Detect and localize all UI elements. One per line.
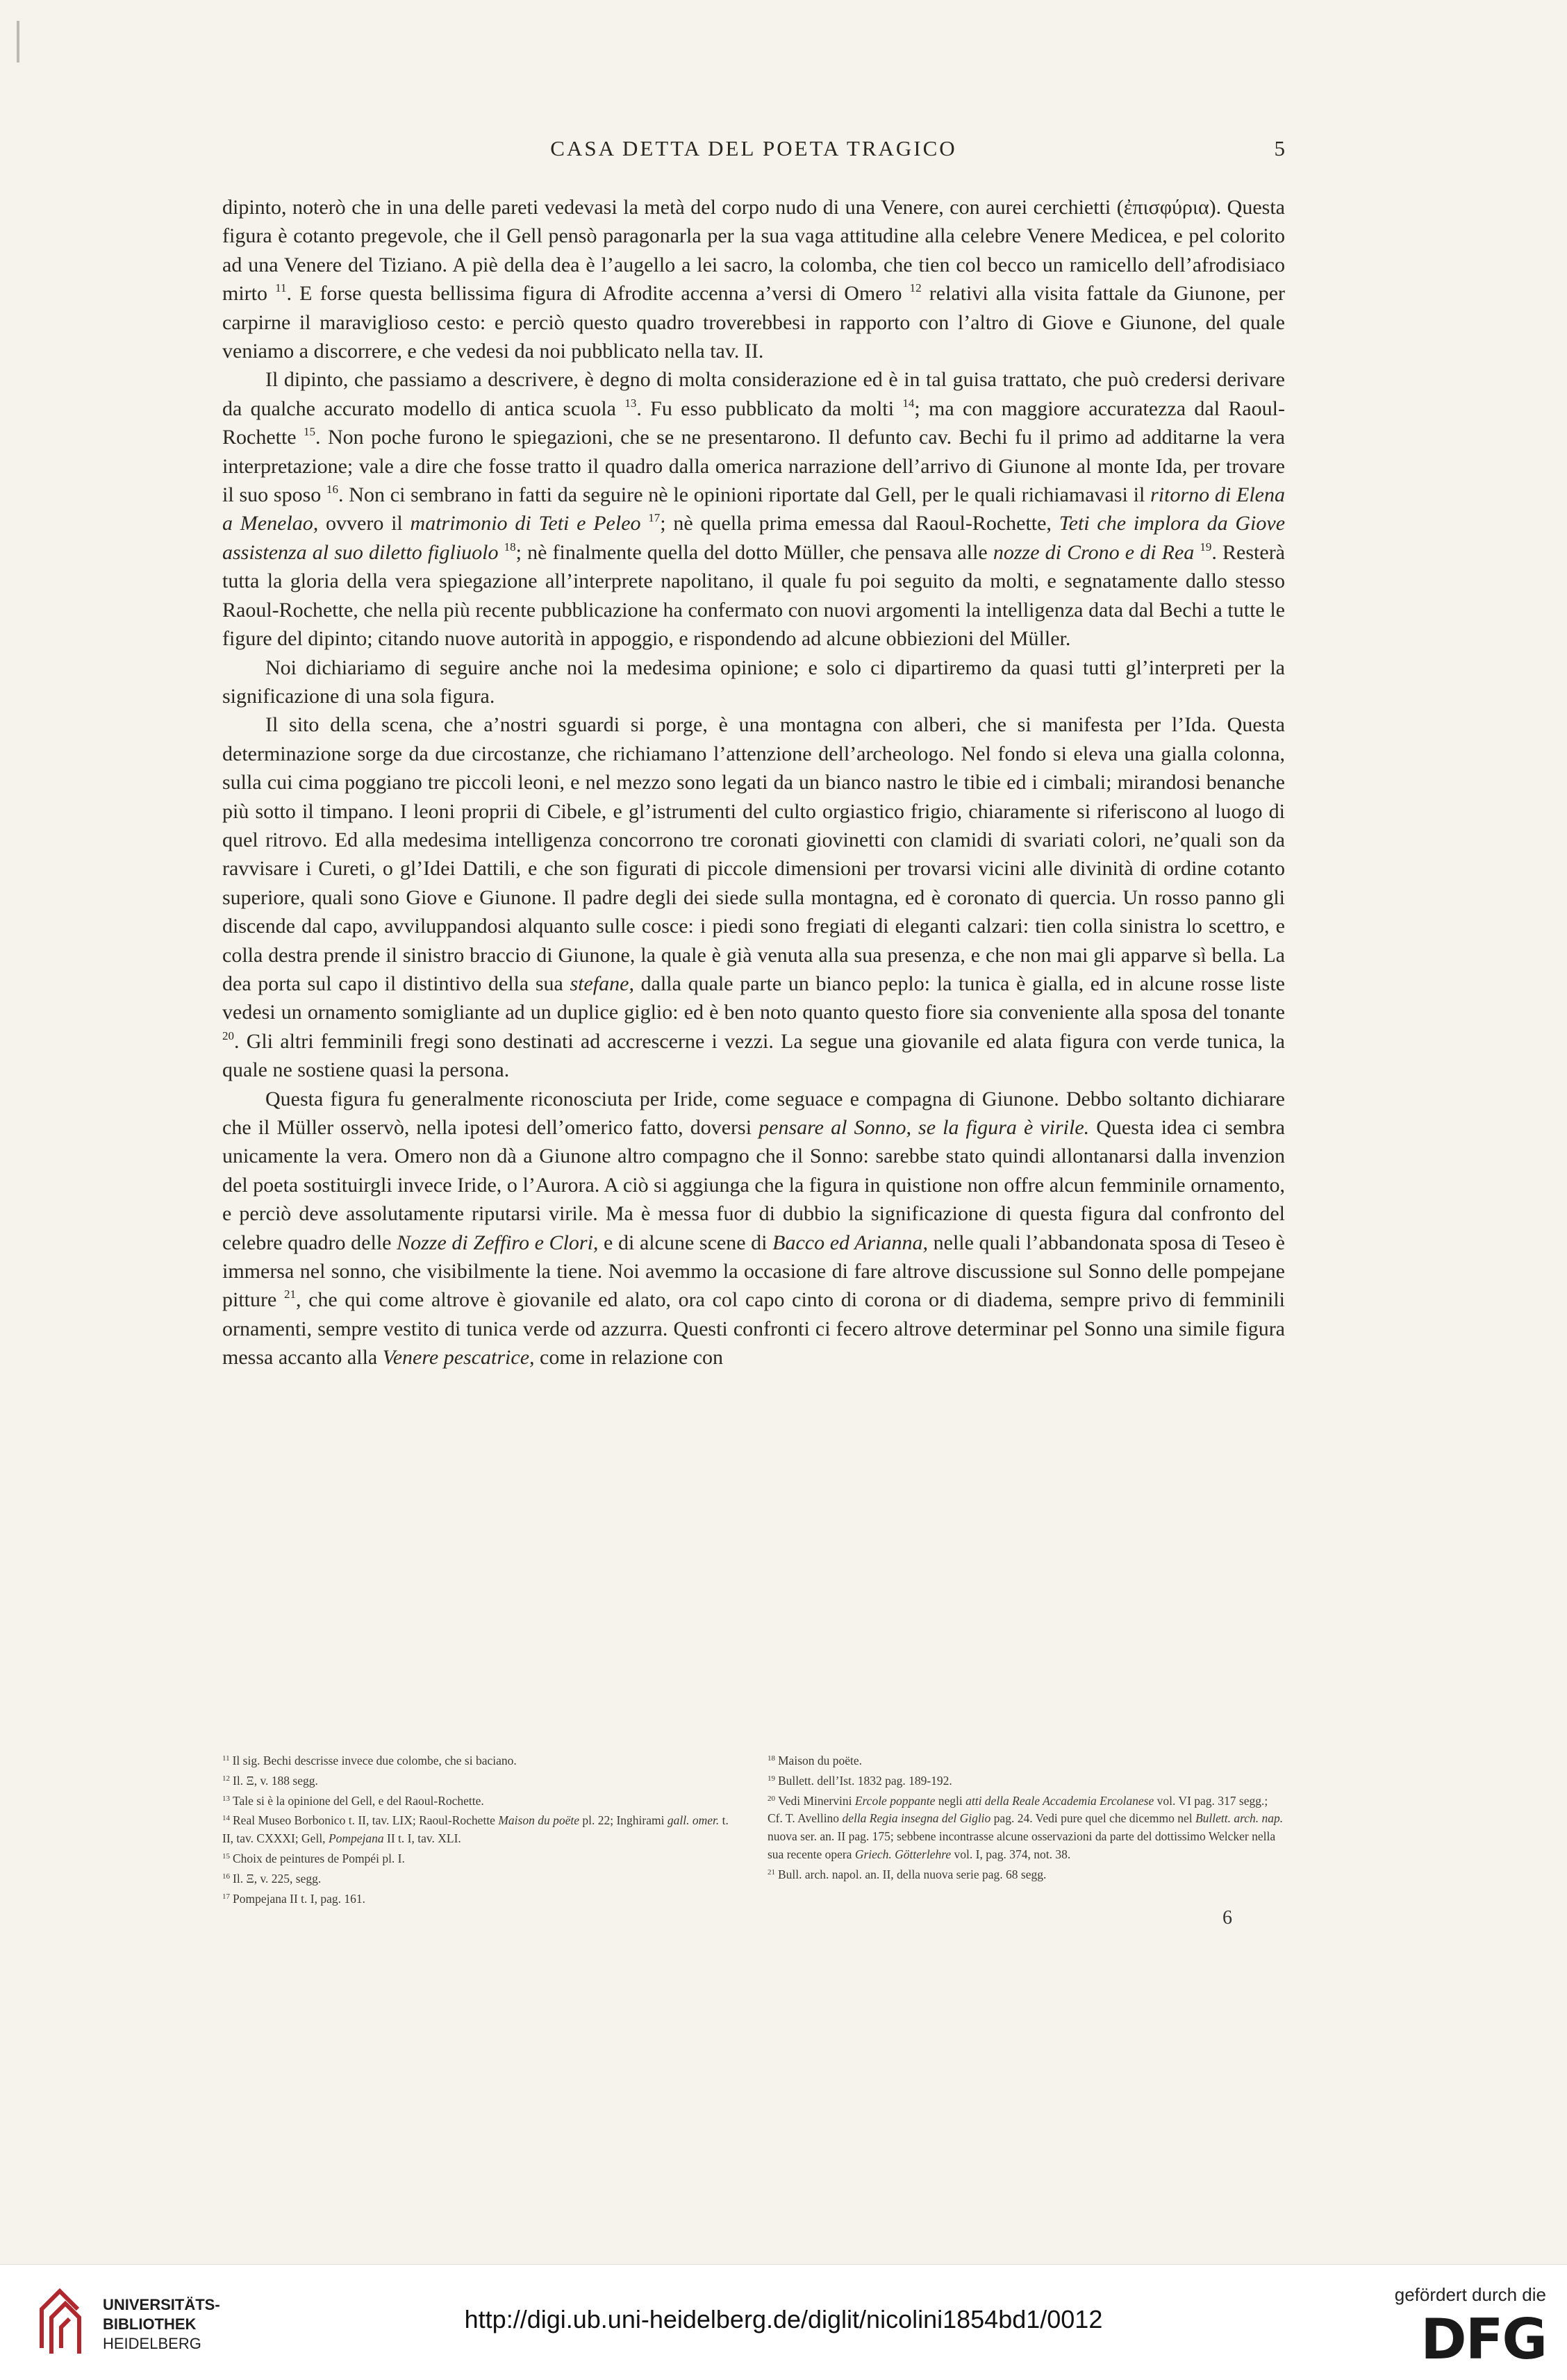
- paragraph: [222, 365, 1285, 653]
- dfg-logo: DFG: [1420, 2307, 1546, 2372]
- footnote-number: 18: [768, 1754, 775, 1763]
- footnote-ref: 11: [275, 281, 287, 295]
- dfg-sponsor[interactable]: [1379, 2284, 1546, 2372]
- page-number: 5: [1274, 136, 1285, 160]
- text-run: Il dipinto, che passiamo a descrivere, è degno di molta considerazione ed è in tal guisa trattato, che può credersi derivare da qualche accurato modello di antica scuola: [222, 368, 1285, 420]
- body-text: [222, 193, 1285, 1372]
- italic-run: della Regia insegna del Giglio: [842, 1811, 991, 1826]
- footnote-number: 15: [222, 1851, 230, 1861]
- text-run: ovvero il: [318, 512, 411, 535]
- text-run: Il. Ξ, v. 225, segg.: [233, 1871, 322, 1886]
- italic-run: ritorno di Elena a Menelao,: [222, 483, 1285, 535]
- footnote-number: 20: [768, 1794, 775, 1803]
- footnote-number: 17: [222, 1892, 230, 1901]
- footnote: [222, 1848, 740, 1868]
- footnote-ref: 15: [304, 425, 316, 439]
- permalink-url[interactable]: http://digi.ub.uni-heidelberg.de/diglit/nicolini1854bd1/0012: [464, 2305, 1103, 2333]
- footnote: [222, 1868, 740, 1888]
- footnote-ref: 19: [1200, 540, 1212, 554]
- text-run: Questa figura fu generalmente riconosciuta per Iride, come seguace e compagna di Giunone. Debbo soltanto dichiarare che il Müller osservò, nella ipotesi dell’omerico fatto, doversi: [222, 1087, 1285, 1139]
- footnote: [768, 1750, 1285, 1770]
- footnote-number: 11: [222, 1754, 230, 1763]
- paragraph: [222, 654, 1285, 711]
- text-run: pag. 24. Vedi pure quel che dicemmo nel: [990, 1811, 1195, 1826]
- footnote: [768, 1770, 1285, 1790]
- text-run: vol. I, pag. 374, not. 38.: [951, 1847, 1071, 1861]
- text-run: dalla quale parte un bianco peplo: la tunica è gialla, ed in alcune rosse liste vedesi un ornamento somigliante ad un duplice giglio: ed è ben noto quanto questo fiore sia conveniente alla sposa del tonante: [222, 972, 1285, 1024]
- text-run: t. II, tav. CXXXI; Gell,: [222, 1813, 729, 1846]
- text-run: nelle quali l’abbandonata sposa di Teseo è immersa nel sonno, che visibilmente la tiene. Noi avemmo la occasione di fare altrove discussione sul Sonno delle pompejane pitture: [222, 1231, 1285, 1312]
- text-run: Real Museo Borbonico t. II, tav. LIX; Raoul-Rochette: [233, 1813, 499, 1828]
- footnote: [768, 1864, 1285, 1884]
- logo-line-1: UNIVERSITÄTS-: [103, 2296, 220, 2313]
- italic-run: Griech. Götterlehre: [854, 1847, 952, 1861]
- paragraph: [222, 193, 1285, 365]
- italic-run: Nozze di Zeffiro e Clori,: [397, 1231, 599, 1254]
- italic-run: matrimonio di Teti e Peleo: [410, 512, 641, 535]
- text-run: vol. VI pag. 317 segg.; Cf. T. Avellino: [768, 1793, 1268, 1826]
- text-run: Il sito della scena, che a’nostri sguardi si porge, è una montagna con alberi, che si manifesta per l’Ida. Questa determinazione sorge da due circostanze, che richiamano l’attenzione dell’archeologo. Nel fondo si eleva una gialla colonna, sulla cui cima poggiano tre piccoli leoni, e nel mezzo sono legati da un bianco nastro le tibie ed i cimbali; mirandosi benanche più sotto il timpano. I leoni proprii di Cibele, e gl’istrumenti del culto orgiastico frigio, chiaramente si riferiscono al luogo di quel ritrovo. Ed alla medesima intelligenza concorrono tre coronati giovinetti con clamidi di svariati colori, ne’quali son da ravvisare i Cureti, o gl’Idei Dattili, e che son figurati di piccole dimensioni per trovarsi vicini alle divinità di ordine cotanto superiore, quali sono Giove e Giunone. Il padre degli dei siede sulla montagna, ed è coronato di quercia. Un rosso panno gli discende dal capo, avviluppandosi alquanto sulle cosce: i piedi sono fregiati di eleganti calzari: tien colla sinistra lo scettro, e colla destra prende il sinistro braccio di Giunone, la quale è già venuta alla sua presenza, e che non mai gli apparve sì bella. La dea porta sul capo il distintivo della sua: [222, 713, 1285, 995]
- running-title: CASA DETTA DEL POETA TRAGICO: [550, 136, 957, 160]
- text-run: Questa idea ci sembra unicamente la vera. Omero non dà a Giunone altro compagno che il Sonno: sarebbe stato quindi allontanarsi dalla invenzion del poeta sostituirgli invece Iride, o l’Aurora. A ciò si aggiunga che la figura in quistione non offre alcun femminile ornamento, e perciò deve assolutamente riputarsi virile. Ma è messa fuor di dubbio la significazione di questa figura dal confronto del celebre quadro delle: [222, 1116, 1285, 1254]
- scan-edge-mark: [17, 21, 19, 63]
- text-run: Il sig. Bechi descrisse invece due colombe, che si baciano.: [232, 1754, 517, 1767]
- text-run: ; nè finalmente quella del dotto Müller, che pensava alle: [515, 540, 993, 564]
- text-run: Vedi Minervini: [778, 1793, 855, 1808]
- italic-run: nozze di Crono e di Rea: [993, 540, 1195, 564]
- text-run: pl. 22; Inghirami: [579, 1813, 668, 1828]
- text-run: dipinto, noterò che in una delle pareti vedevasi la metà del corpo nudo di una Venere, con aurei cerchietti (ἐπισφύρια). Questa figura è cotanto pregevole, che il Gell pensò paragonarla per la sua vaga attitudine alla celebre Venere Medicea, e pel colorito ad una Venere del Tiziano. A piè della dea è l’augello a lei sacro, la colomba, che tien col becco un ramicello dell’afrodisiaco mirto: [222, 196, 1285, 306]
- text-run: Pompejana II t. I, pag. 161.: [233, 1891, 365, 1906]
- footnote: [768, 1790, 1285, 1864]
- text-run: Tale si è la opinione del Gell, e del Raoul-Rochette.: [233, 1793, 484, 1808]
- italic-run: gall. omer.: [667, 1813, 720, 1828]
- footnote-ref: 12: [909, 281, 922, 295]
- text-run: [499, 541, 504, 564]
- italic-run: stefane,: [570, 972, 634, 995]
- text-run: ; ma con maggiore accuratezza dal Raoul-Rochette: [222, 397, 1285, 449]
- text-run: . Fu esso pubblicato da molti: [636, 397, 903, 420]
- footnote: [222, 1888, 740, 1908]
- footnote-number: 21: [768, 1867, 775, 1876]
- footnote-number: 12: [222, 1774, 230, 1783]
- text-run: . Non ci sembrano in fatti da seguire nè le opinioni riportate dal Gell, per le quali richiamavasi il: [338, 483, 1151, 507]
- italic-run: Ercole poppante: [854, 1793, 936, 1808]
- footnote-number: 14: [222, 1814, 230, 1823]
- text-run: , che qui come altrove è giovanile ed alato, ora col capo cinto di corona or di diadema, sempre privo di femminili ornamenti, sempre vestito di tunica verde od azzurra. Questi confronti ci fecero altrove determinar pel Sonno una simile figura messa accanto alla: [222, 1288, 1285, 1370]
- italic-run: Bullett. arch. nap.: [1195, 1811, 1284, 1826]
- text-run: nuova ser. an. II pag. 175; sebbene incontrasse alcune osservazioni da parte del dottissimo Welcker nella sua recente opera: [768, 1829, 1276, 1861]
- footnote-ref: 18: [504, 540, 516, 554]
- signature-mark: 6: [1222, 1907, 1232, 1929]
- footnotes-left-column: [222, 1750, 740, 1908]
- text-run: e di alcune scene di: [598, 1231, 773, 1254]
- text-run: . Gli altri femminili fregi sono destinati ad accrescerne i vezzi. La segue una giovanile ed alata figura con verde tunica, la quale ne sostiene quasi la persona.: [222, 1029, 1285, 1082]
- text-run: Bullett. dell’Ist. 1832 pag. 189-192.: [778, 1773, 952, 1788]
- footnote: [222, 1770, 740, 1790]
- logo-line-3: HEIDELBERG: [103, 2335, 201, 2352]
- italic-run: atti della Reale Accademia Ercolanese: [965, 1793, 1154, 1808]
- footnote-ref: 16: [326, 483, 339, 497]
- text-run: ; nè quella prima emessa dal Raoul-Rochette,: [660, 512, 1059, 535]
- text-run: . Non poche furono le spiegazioni, che se ne presentarono. Il defunto cav. Bechi fu il primo ad additarne la vera interpretazione; vale a dire che fosse tratto il quadro dalla omerica narrazione dell’arrivo di Giunone al monte Ida, per trovare il suo sposo: [222, 426, 1285, 507]
- footnote-ref: 17: [648, 511, 661, 525]
- text-run: Bull. arch. napol. an. II, della nuova serie pag. 68 segg.: [778, 1867, 1047, 1881]
- footnote: [222, 1790, 740, 1811]
- footnote-ref: 13: [624, 396, 637, 410]
- text-run: [641, 512, 649, 535]
- sponsor-label: gefördert durch die: [1394, 2284, 1546, 2305]
- logo-line-2: BIBLIOTHEK: [103, 2315, 197, 2333]
- paragraph: [222, 710, 1285, 1084]
- text-run: . Resterà tutta la gloria della vera spiegazione all’interprete napolitano, il quale fu poi seguito da molti, e segnatamente dallo stesso Raoul-Rochette, che nella più recente pubblicazione ha confermato con nuovi argomenti la intelligenza data dal Bechi a tutte le figure del dipinto; citando nuove autorità in appoggio, e rispondendo ad alcune obbiezioni del Müller.: [222, 540, 1285, 651]
- italic-run: Pompejana: [328, 1831, 384, 1846]
- text-run: Noi dichiariamo di seguire anche noi la medesima opinione; e solo ci dipartiremo da quasi tutti gl’interpreti per la significazione di una sola figura.: [222, 656, 1285, 708]
- text-run: Choix de peintures de Pompéi pl. I.: [233, 1851, 405, 1865]
- footnotes: [222, 1750, 1285, 1908]
- italic-run: Venere pescatrice,: [382, 1346, 535, 1370]
- italic-run: Maison du poëte: [498, 1813, 579, 1828]
- footnote-number: 16: [222, 1872, 230, 1881]
- paragraph: [222, 1085, 1285, 1372]
- footnote-number: 13: [222, 1794, 230, 1803]
- footnote: [222, 1810, 740, 1848]
- italic-run: pensare al Sonno, se la figura è virile.: [758, 1116, 1090, 1139]
- text-run: Maison du poëte.: [778, 1754, 863, 1767]
- footnote-number: 19: [768, 1774, 775, 1783]
- text-run: II t. I, tav. XLI.: [383, 1831, 461, 1846]
- italic-run: Bacco ed Arianna,: [772, 1231, 928, 1254]
- text-run: come in relazione con: [534, 1346, 724, 1370]
- footnote-ref: 20: [222, 1029, 234, 1042]
- footer-bar: [0, 2264, 1567, 2380]
- footnote-ref: 21: [283, 1288, 296, 1301]
- footnote-ref: 14: [902, 396, 915, 410]
- text-run: negli: [935, 1793, 966, 1808]
- text-run: . E forse questa bellissima figura di Afrodite accenna a’versi di Omero: [286, 282, 910, 306]
- text-run: Il. Ξ, v. 188 segg.: [233, 1773, 318, 1788]
- italic-run: Teti che implora da Giove assistenza al suo diletto figliuolo: [222, 512, 1286, 564]
- text-run: relativi alla visita fattale da Giunone, per carpirne il maraviglioso cesto: e perciò questo quadro troverebbesi in rapporto con l’altro di Giove e Giunone, del quale veniamo a discorrere, e che vedesi da noi pubblicato nella tav. II.: [222, 282, 1285, 363]
- footnotes-right-column: [768, 1750, 1285, 1908]
- footnote: [222, 1750, 740, 1770]
- running-header: [222, 136, 1285, 168]
